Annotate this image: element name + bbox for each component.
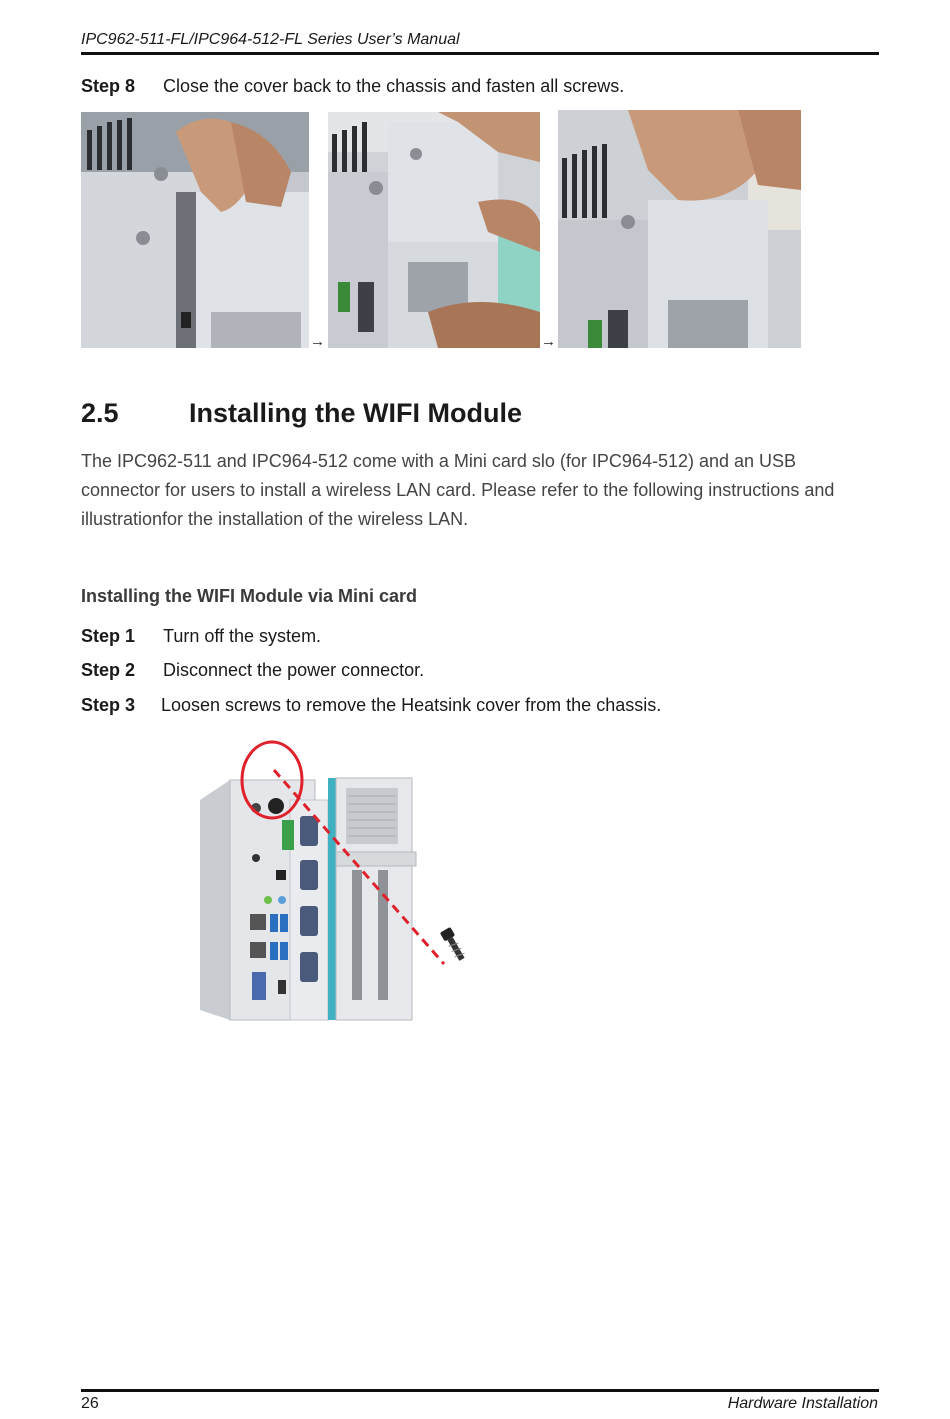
subsection-heading: Installing the WIFI Module via Mini card bbox=[81, 586, 418, 606]
footer-divider bbox=[81, 1389, 879, 1392]
step-8-line bbox=[81, 76, 624, 97]
step-1-line bbox=[81, 626, 321, 647]
photo-cover-step-1 bbox=[81, 112, 309, 348]
step-8-text: Close the cover back to the chassis and fasten all screws. bbox=[163, 76, 625, 96]
step-2-line bbox=[81, 660, 424, 681]
photo-arrow-2: → bbox=[541, 333, 556, 350]
manual-header-title: IPC962-511-FL/IPC964-512-FL Series User’s Manual bbox=[81, 31, 460, 48]
chassis-heatsink-diagram bbox=[190, 730, 480, 1030]
photo-arrow-1: → bbox=[310, 333, 325, 350]
footer-section-name: Hardware Installation bbox=[727, 1395, 878, 1412]
step-3-text: Loosen screws to remove the Heatsink cover from the chassis. bbox=[161, 695, 662, 715]
step-2-text: Disconnect the power connector. bbox=[163, 660, 425, 680]
header-divider bbox=[81, 52, 879, 55]
section-intro-paragraph: The IPC962-511 and IPC964-512 come with a Mini card slo (for IPC964-512) and an USB connector for users to install a wireless LAN card. Please refer to the following instructions and illustrationfor the installation of the wireless LAN. bbox=[81, 451, 835, 529]
step-3-line bbox=[81, 695, 661, 716]
page-number: 26 bbox=[81, 1395, 99, 1412]
photo-cover-step-3 bbox=[558, 110, 801, 348]
step-1-text: Turn off the system. bbox=[163, 626, 322, 646]
step-2-label: Step 2 bbox=[81, 660, 136, 680]
step-1-label: Step 1 bbox=[81, 626, 136, 646]
photo-cover-step-2 bbox=[328, 112, 540, 348]
section-title: Installing the WIFI Module bbox=[189, 398, 522, 428]
step-3-label: Step 3 bbox=[81, 695, 136, 715]
section-number: 2.5 bbox=[81, 398, 119, 428]
step-8-label: Step 8 bbox=[81, 76, 136, 96]
